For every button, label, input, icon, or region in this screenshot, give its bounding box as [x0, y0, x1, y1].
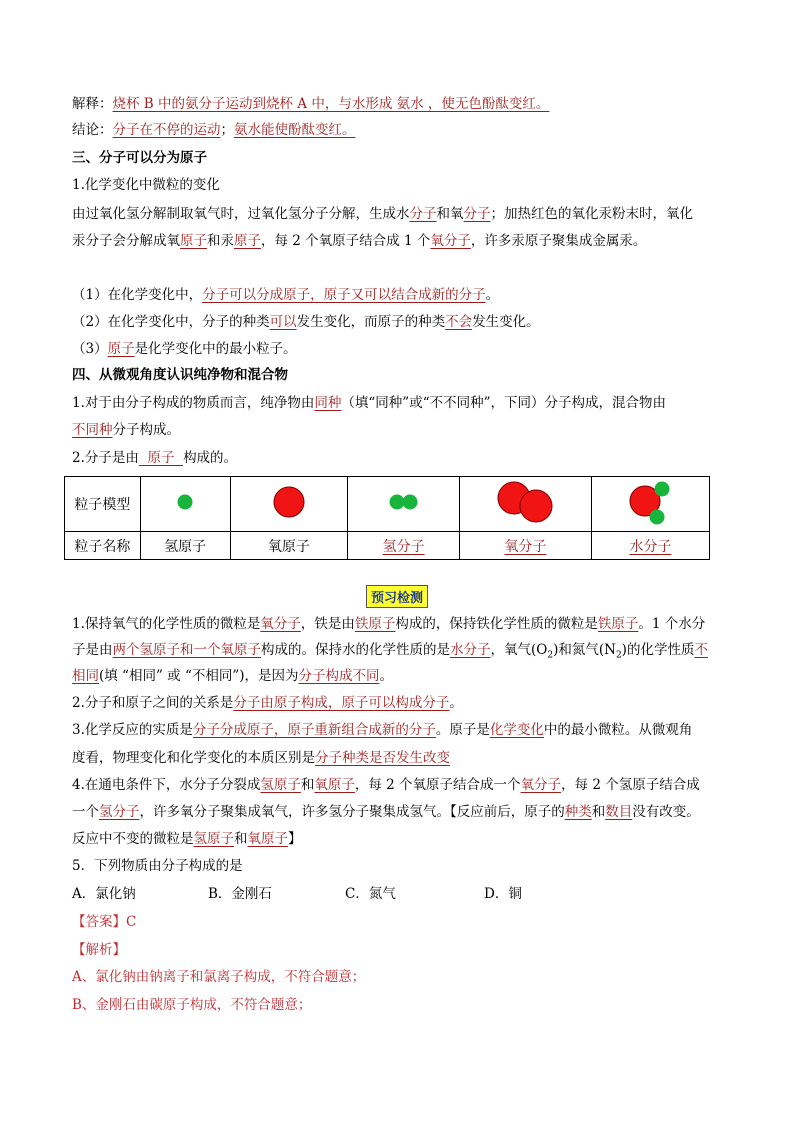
text: ，铁是由 [300, 616, 355, 632]
q3-line-2 [72, 748, 450, 768]
hydrogen-molecule-model [348, 477, 460, 532]
blank-answer: 原子 [138, 450, 184, 466]
text: 子是由 [72, 642, 113, 658]
s3-paragraph-line-2 [72, 231, 646, 251]
q1-line-3 [72, 666, 393, 686]
blank-answer: 氧原子 [247, 831, 288, 847]
blank-answer: 水分子 [450, 642, 491, 658]
explanation-b: B、金刚石由碳原子构成，不符合题意； [72, 997, 312, 1013]
text: 。 [449, 695, 463, 711]
oxygen-sphere [274, 487, 304, 517]
text: 。 [379, 668, 394, 684]
blank-answer: 氢原子 [260, 777, 301, 793]
text: )和氮气(N [553, 642, 616, 658]
section-3-subheading: 1.化学变化中微粒的变化 [72, 177, 220, 193]
option-c: C．氮气 [345, 886, 396, 902]
section-4-heading: 四、从微观角度认识纯净物和混合物 [72, 367, 288, 383]
blank-answer: 铁原子 [354, 616, 396, 632]
text: ，许多氧分子聚集成氧气，许多氢分子聚集成氢气。【反应前后，原子的 [139, 804, 565, 820]
s3-point-3 [72, 339, 297, 359]
oxygen-molecule-model [459, 477, 591, 532]
oxygen-molecule-icon [485, 477, 565, 527]
table-row [65, 532, 710, 560]
s4-line-2 [72, 420, 180, 440]
explain-answer: 烧杯 B 中的氨分子运动到烧杯 A 中，与水形成 氨水 ，使无色酚酞变红。 [112, 96, 550, 112]
subscript: 2 [547, 650, 554, 661]
blank-answer: 分子 [409, 206, 437, 222]
text: 2.分子和原子之间的关系是 [72, 695, 234, 711]
conclusion-answer-2: 氨水能使酚酞变红。 [234, 122, 356, 138]
blank-answer: 原子 [180, 233, 207, 249]
separator: ； [220, 122, 234, 138]
blank-answer: 相同 [72, 668, 99, 684]
answer-value: C [126, 914, 137, 930]
blank-answer: 两个氢原子和一个氧原子 [112, 642, 261, 658]
blank-answer: 分子种类是否发生改变 [315, 750, 450, 766]
oxygen-atom-model [230, 477, 348, 532]
text: ，每 2 个氧原子结合成 1 个 [261, 233, 431, 249]
option-d: D．铜 [484, 886, 522, 902]
option-a: A．氯化钠 [72, 886, 136, 902]
blank-answer: 分子构成不同 [298, 668, 380, 684]
text: ，许多汞原子聚集成金属汞。 [470, 233, 647, 249]
blank-answer: 氢原子 [193, 831, 234, 847]
blank-answer: 氧分子 [260, 616, 301, 632]
blank-answer: 原子 [107, 341, 135, 357]
text: 没有改变。 [632, 804, 700, 820]
text: 中的最小微粒。从微观角 [543, 722, 693, 738]
row-label-name: 粒子名称 [65, 532, 141, 560]
explanation-line [72, 94, 549, 114]
hydrogen-sphere [389, 495, 404, 510]
q5-stem: 5．下列物质由分子构成的是 [72, 858, 243, 874]
text: 和氧 [436, 206, 464, 222]
blank-answer: 原子 [234, 233, 261, 249]
text: 1.对于由分子构成的物质而言，纯净物由 [72, 395, 315, 411]
subscript: 2 [615, 650, 622, 661]
text: 。1 个水分 [638, 616, 706, 632]
text: 构成的，保持铁化学性质的微粒是 [395, 616, 598, 632]
text: 一个 [72, 804, 99, 820]
water-molecule-model [591, 477, 709, 532]
text: ，每 2 个氧原子结合成一个 [354, 777, 521, 793]
text: 和 [591, 804, 606, 820]
text: 发生变化，而原子的种类 [296, 314, 446, 330]
blank-answer: 分子 [463, 206, 491, 222]
text: ，每 2 个氢原子结合成 [561, 777, 700, 793]
text: 构成的。保持水的化学性质的是 [261, 642, 450, 658]
q1-line-1 [72, 614, 705, 634]
text: 构成的。 [183, 450, 238, 466]
row-label-model: 粒子模型 [65, 477, 141, 532]
text: 和汞 [207, 233, 234, 249]
q4-line-2 [72, 802, 700, 822]
blank-answer: 数目 [605, 804, 633, 820]
s3-point-2 [72, 312, 540, 332]
text: 度看，物理变化和化学变化的本质区别是 [72, 750, 315, 766]
blank-answer: 不同种 [72, 422, 113, 438]
hydrogen-sphere [402, 495, 417, 510]
text: （填“同种”或“不不同种”，下同）分子构成，混合物由 [341, 395, 666, 411]
analysis-label: 【解析】 [72, 942, 126, 958]
blank-answer: 分子分成原子，原子重新组合成新的分子 [192, 722, 436, 738]
text: ，氧气(O [490, 642, 548, 658]
text: （2）在化学变化中，分子的种类 [72, 314, 270, 330]
s3-paragraph-line-1 [72, 204, 693, 224]
table-row [65, 477, 710, 532]
text: (填 “相同” 或 “不相同”)，是因为 [99, 668, 299, 684]
blank-answer: 种类 [564, 804, 592, 820]
water-molecule-icon [615, 477, 685, 527]
text: 】 [288, 831, 302, 847]
text: 由过氧化氢分解制取氧气时，过氧化氢分子分解，生成水 [72, 206, 410, 222]
blank-answer: 氧原子 [314, 777, 355, 793]
hydrogen-sphere [655, 482, 670, 497]
q4-line-3 [72, 829, 302, 849]
text: 3.化学反应的实质是 [72, 722, 193, 738]
blank-answer: 不 [694, 642, 708, 658]
preview-check-tag: 预习检测 [366, 585, 428, 608]
explain-label: 解释： [72, 96, 113, 112]
blank-answer: 分子由原子构成，原子可以构成分子 [233, 695, 450, 711]
explanation-a: A、氯化钠由钠离子和氯离子构成，不符合题意； [72, 969, 366, 985]
blank-answer: 同种 [314, 395, 342, 411]
hydrogen-sphere [178, 495, 193, 510]
blank-answer: 氢分子 [99, 804, 140, 820]
text: 。原子是 [435, 722, 490, 738]
text: 4.在通电条件下，水分子分裂成 [72, 777, 261, 793]
hydrogen-atom-icon [170, 487, 200, 517]
blank-answer: 分子可以分成原子，原子又可以结合成新的分子 [202, 287, 486, 303]
q4-line-1 [72, 775, 700, 795]
blank-answer: 不会 [445, 314, 473, 330]
text: 和 [234, 831, 248, 847]
text: （1）在化学变化中， [72, 287, 203, 303]
text: )的化学性质 [621, 642, 695, 658]
oxygen-sphere [520, 490, 552, 522]
section-3-heading: 三、分子可以分为原子 [72, 150, 207, 166]
text: 汞分子会分解成氧 [72, 233, 180, 249]
hydrogen-atom-model [140, 477, 230, 532]
name-hydrogen-molecule: 氢分子 [382, 538, 425, 555]
text: ；加热红色的氧化汞粉末时，氧化 [490, 206, 693, 222]
text: 1.保持氧气的化学性质的微粒是 [72, 616, 261, 632]
blank-answer: 可以 [269, 314, 297, 330]
text: 和 [300, 777, 315, 793]
blank-answer: 铁原子 [597, 616, 639, 632]
text: 分子构成。 [112, 422, 180, 438]
text: 发生变化。 [472, 314, 540, 330]
name-oxygen-atom: 氧原子 [230, 532, 348, 560]
text: （3） [72, 341, 108, 357]
oxygen-atom-icon [264, 481, 314, 523]
q2-line [72, 693, 463, 713]
option-b: B．金刚石 [208, 886, 272, 902]
particle-model-table [64, 476, 710, 560]
conclusion-label: 结论： [72, 122, 113, 138]
text: 2.分子是由 [72, 450, 139, 466]
s4-line-3 [72, 448, 237, 468]
s4-line-1 [72, 393, 666, 413]
conclusion-answer-1: 分子在不停的运动 [112, 122, 221, 138]
name-oxygen-molecule: 氧分子 [504, 538, 547, 555]
blank-answer: 氧分子 [520, 777, 562, 793]
s3-point-1 [72, 285, 499, 305]
name-water-molecule: 水分子 [629, 538, 672, 555]
answer-label: 【答案】 [72, 914, 126, 930]
text: 是化学变化中的最小粒子。 [134, 341, 297, 357]
name-hydrogen-atom: 氢原子 [140, 532, 230, 560]
answer-line [72, 912, 136, 932]
text: 。 [485, 287, 500, 303]
conclusion-line [72, 120, 356, 140]
q3-line-1 [72, 720, 692, 740]
hydrogen-sphere [650, 510, 665, 525]
text: 反应中不变的微粒是 [72, 831, 194, 847]
blank-answer: 氧分子 [430, 233, 471, 249]
q1-line-2 [72, 640, 708, 666]
blank-answer: 化学变化 [489, 722, 544, 738]
hydrogen-molecule-icon [379, 487, 429, 517]
